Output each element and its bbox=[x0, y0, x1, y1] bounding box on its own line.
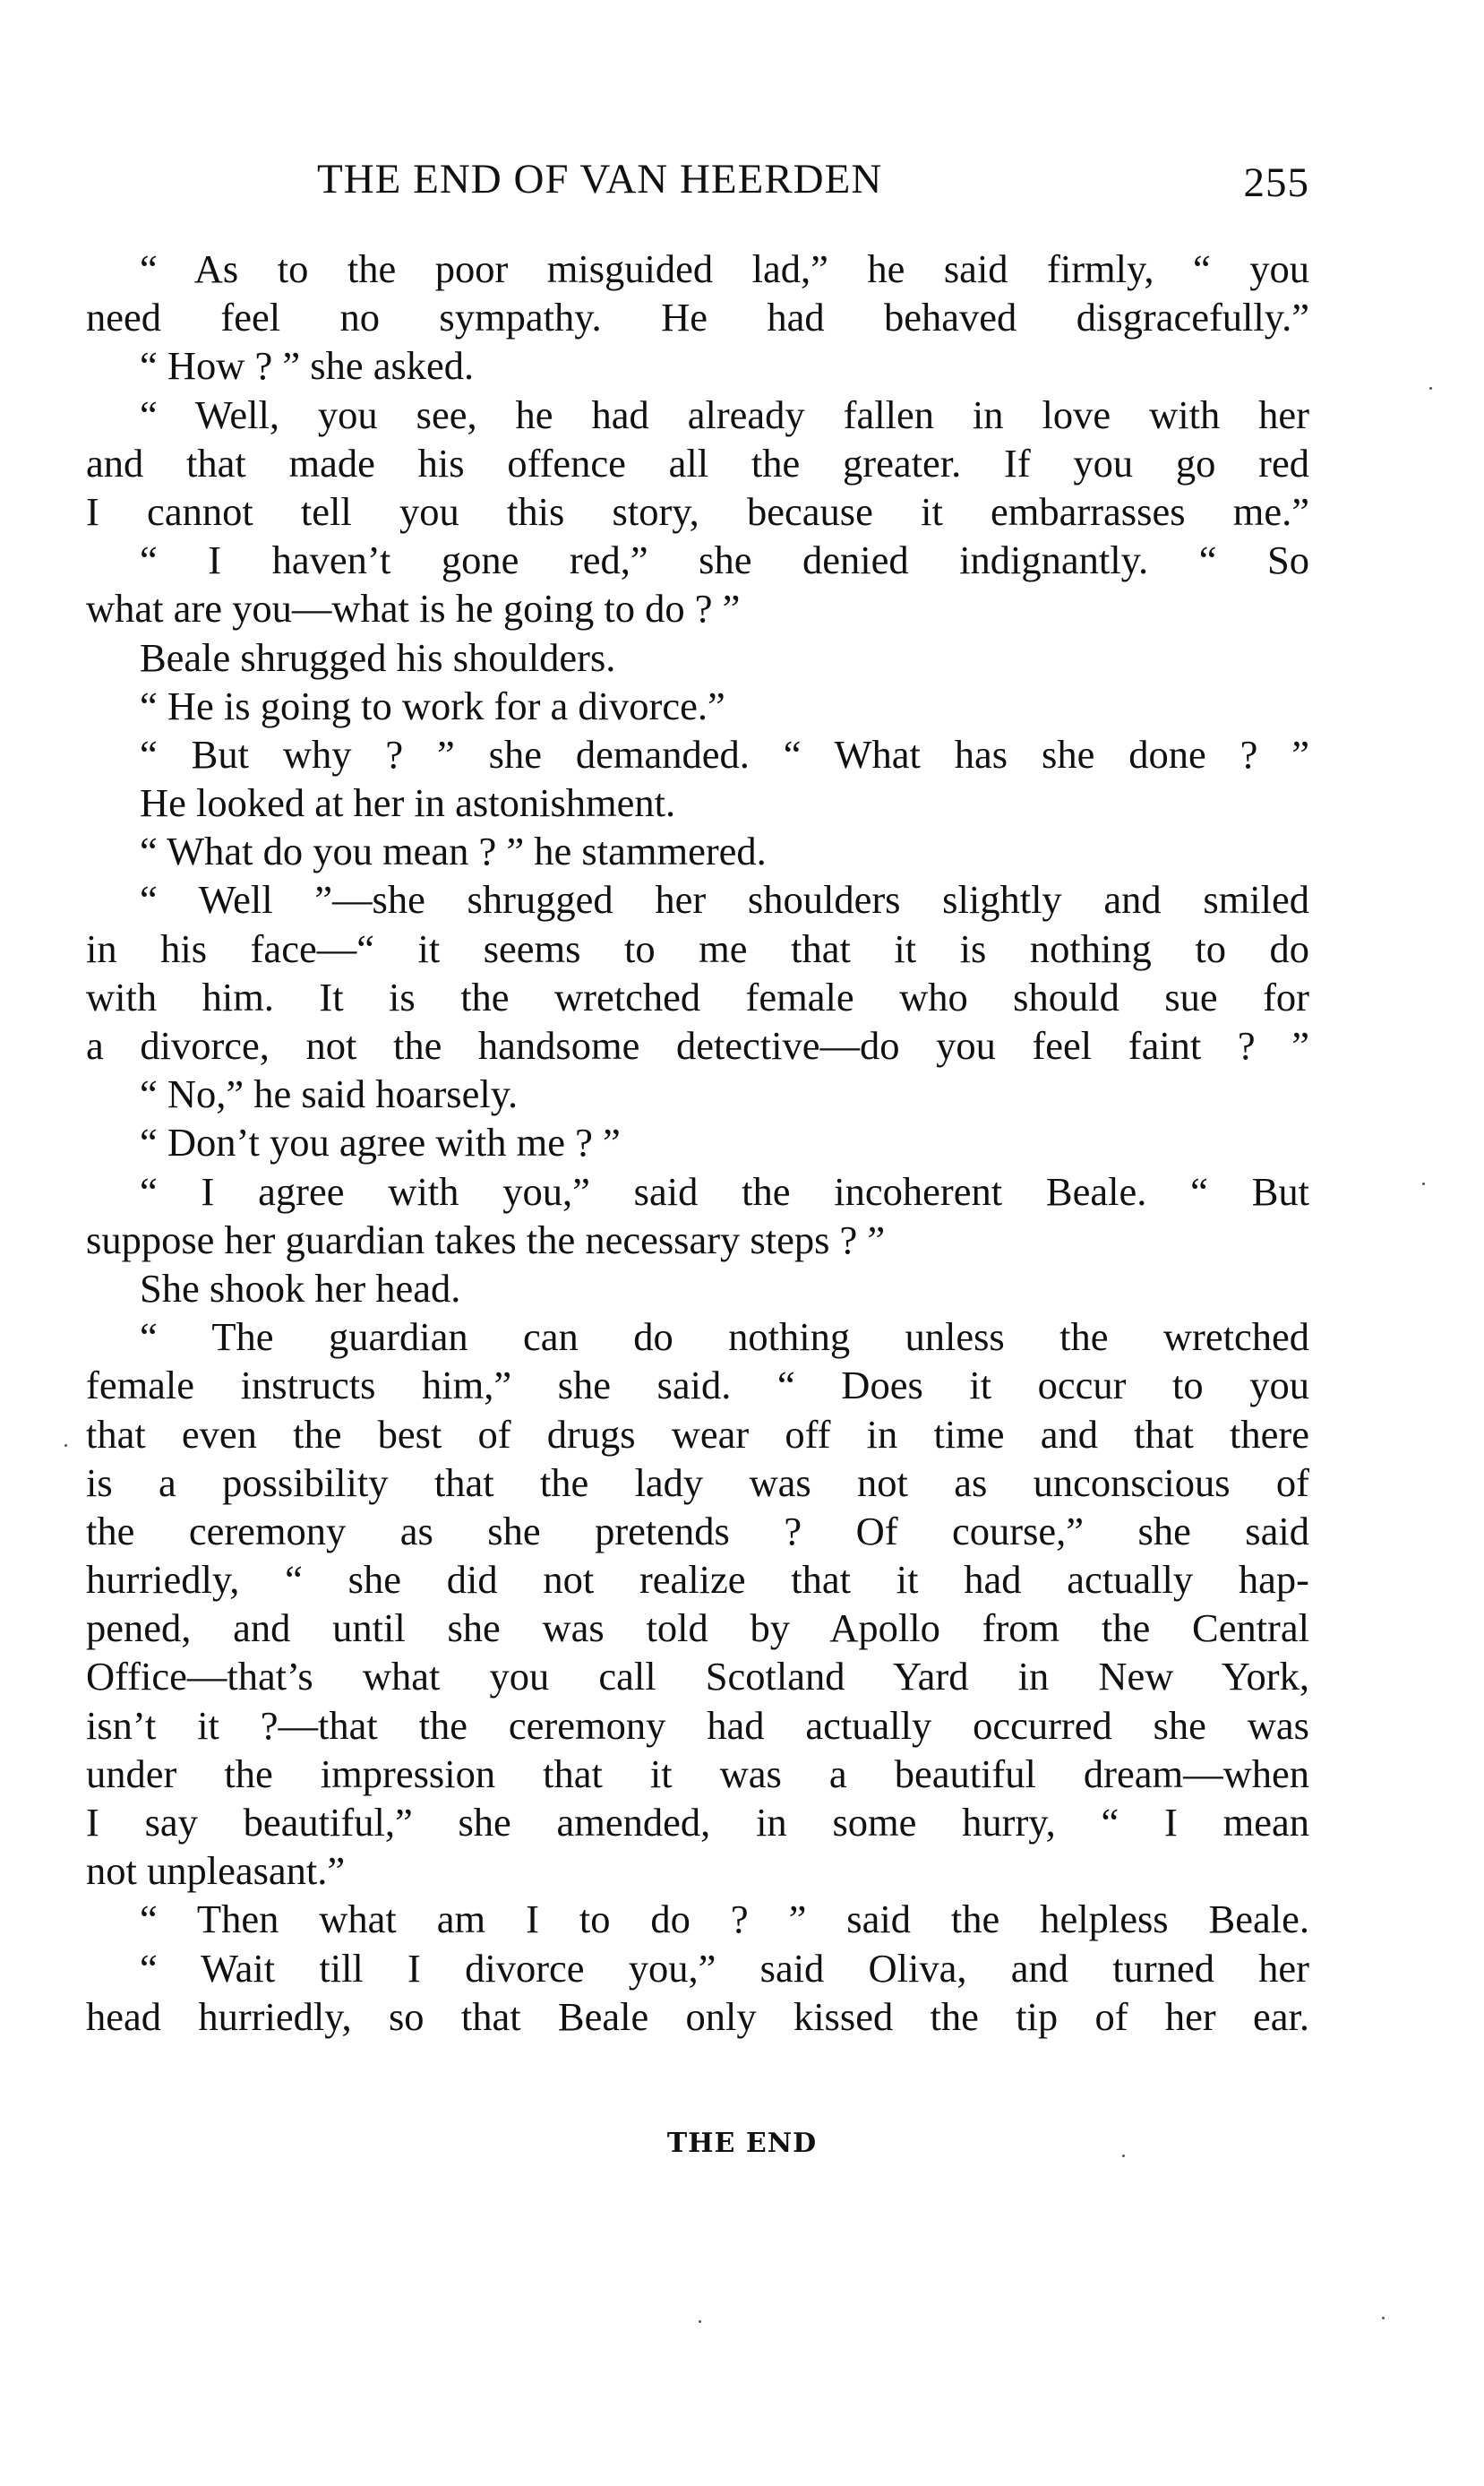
text-line: Office—that’s what you call Scotland Yard in New York, bbox=[86, 1654, 1309, 1699]
text-line: “ He is going to work for a divorce.” bbox=[140, 683, 725, 728]
text-line: “ Then what am I to do ? ” said the helpless Beale. bbox=[140, 1897, 1309, 1942]
text-line: Beale shrugged his shoulders. bbox=[140, 634, 616, 680]
text-line: in his face—“ it seems to me that it is nothing to do bbox=[86, 925, 1309, 971]
text-line: She shook her head. bbox=[140, 1265, 461, 1311]
text-line: that even the best of drugs wear off in time and that there bbox=[86, 1411, 1309, 1457]
text-line: “ I haven’t gone red,” she denied indignantly. “ So bbox=[140, 538, 1309, 583]
text-line: pened, and until she was told by Apollo from the Central bbox=[86, 1605, 1309, 1651]
text-line: with him. It is the wretched female who should sue for bbox=[86, 974, 1309, 1019]
text-line: I say beautiful,” she amended, in some hurry, “ I mean bbox=[86, 1800, 1309, 1845]
text-line: “ Wait till I divorce you,” said Oliva, and turned her bbox=[140, 1945, 1309, 1991]
text-line: need feel no sympathy. He had behaved disgracefully.” bbox=[86, 295, 1309, 340]
print-speck bbox=[1422, 1183, 1425, 1185]
print-speck bbox=[699, 2320, 701, 2323]
text-line: “ I agree with you,” said the incoherent Beale. “ But bbox=[140, 1168, 1309, 1214]
text-line: “ What do you mean ? ” he stammered. bbox=[140, 829, 767, 874]
text-line: female instructs him,” she said. “ Does it occur to you bbox=[86, 1363, 1309, 1408]
text-line: “ As to the poor misguided lad,” he said firmly, “ you bbox=[140, 246, 1309, 291]
text-line: is a possibility that the lady was not as unconscious of bbox=[86, 1459, 1309, 1505]
text-line: a divorce, not the handsome detective—do you feel faint ? ” bbox=[86, 1023, 1309, 1068]
text-line: “ How ? ” she asked. bbox=[140, 343, 475, 389]
print-speck bbox=[64, 1444, 67, 1447]
running-title: THE END OF VAN HEERDEN bbox=[317, 156, 883, 202]
page-number: 255 bbox=[1243, 159, 1309, 206]
text-line: hurriedly, “ she did not realize that it had actually hap- bbox=[86, 1557, 1309, 1603]
text-line: what are you—what is he going to do ? ” bbox=[86, 586, 741, 632]
text-line: head hurriedly, so that Beale only kissed the tip of her ear. bbox=[86, 1993, 1309, 2039]
print-speck bbox=[1429, 387, 1432, 390]
body-text bbox=[86, 245, 1309, 2041]
text-line: under the impression that it was a beautiful dream—when bbox=[86, 1751, 1309, 1796]
text-line: “ Don’t you agree with me ? ” bbox=[140, 1120, 621, 1166]
text-line: suppose her guardian takes the necessary steps ? ” bbox=[86, 1217, 886, 1262]
text-line: not unpleasant.” bbox=[86, 1848, 346, 1894]
text-line: I cannot tell you this story, because it embarrasses me.” bbox=[86, 488, 1309, 534]
print-speck bbox=[1122, 2155, 1125, 2157]
text-line: “ But why ? ” she demanded. “ What has she done ? ” bbox=[140, 731, 1309, 777]
text-line: “ No,” he said hoarsely. bbox=[140, 1071, 519, 1117]
print-speck bbox=[1382, 2317, 1385, 2319]
text-line: “ Well ”—she shrugged her shoulders slightly and smiled bbox=[140, 877, 1309, 923]
text-line: isn’t it ?—that the ceremony had actually occurred she was bbox=[86, 1702, 1309, 1748]
text-line: He looked at her in astonishment. bbox=[140, 780, 676, 826]
text-line: the ceremony as she pretends ? Of course,” she said bbox=[86, 1508, 1309, 1553]
the-end-heading: THE END bbox=[666, 2128, 818, 2159]
text-line: “ Well, you see, he had already fallen in love with her bbox=[140, 391, 1309, 437]
text-line: “ The guardian can do nothing unless the wretched bbox=[140, 1314, 1309, 1360]
running-head bbox=[86, 148, 1309, 211]
text-line: and that made his offence all the greater. If you go red bbox=[86, 440, 1309, 486]
